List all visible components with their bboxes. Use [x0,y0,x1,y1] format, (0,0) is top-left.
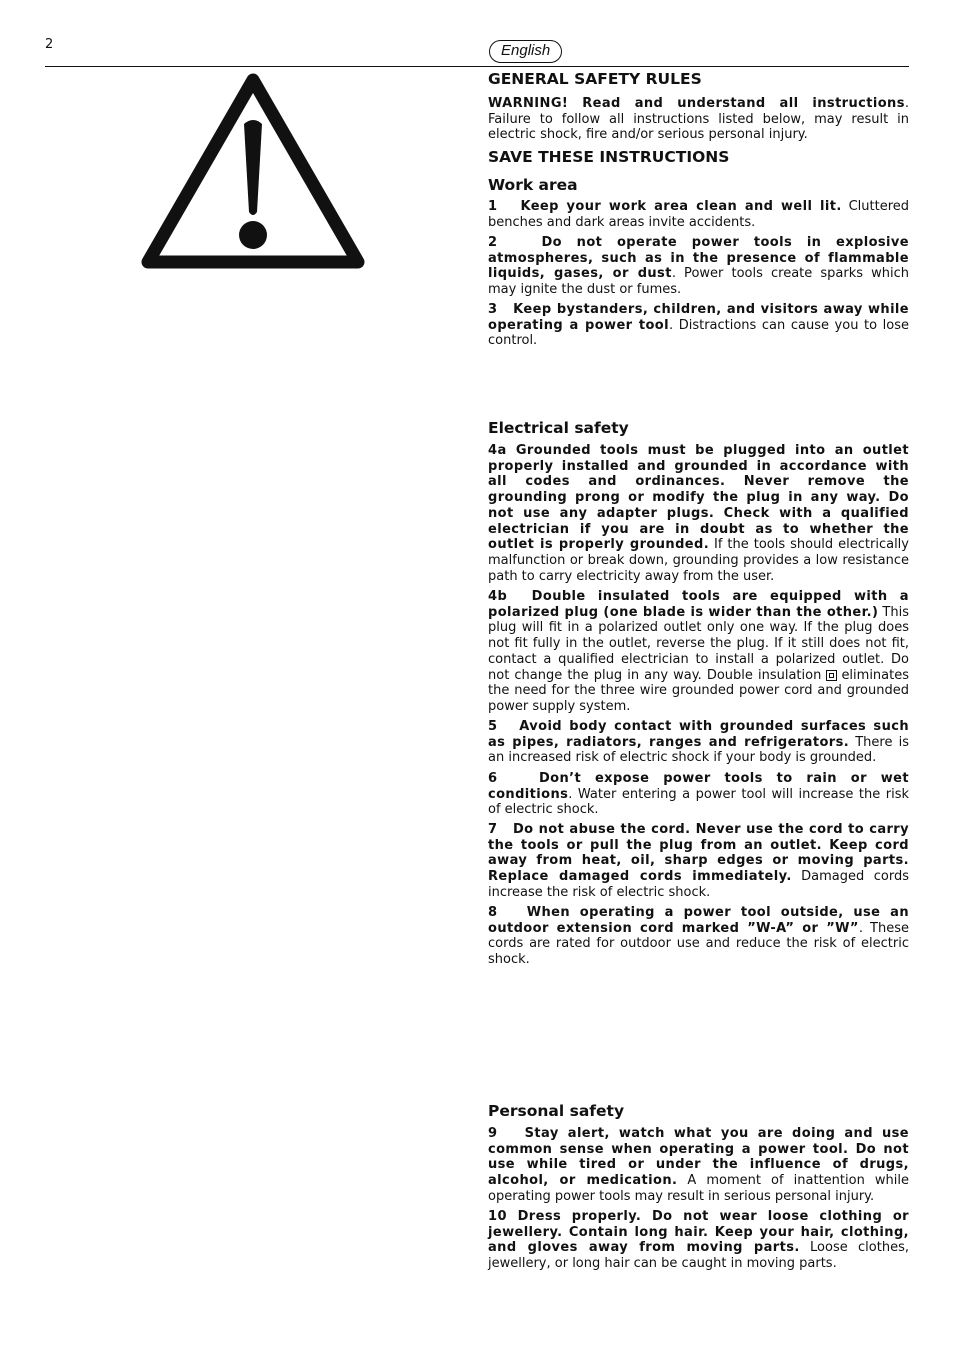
work-area-heading: Work area [488,176,578,194]
electrical-item-4b: 4b Double insulated tools are equipped with a polarized plug (one blade is wider than the other.) This plug will fit in a polarized outlet only one way. If the plug does not fit fully in the outlet, reverse the plug. If it still does not fit, contact a qualified electrician to install a polarized outlet. Do not change the plug in any way. Double insulation eliminates the need for the three wire grounded power cord and grounded power supply system. [488,589,910,714]
warning-text: . Failure to follow all instructions listed below, may result in electric shock, fire and/or serious personal injury. [488,96,909,143]
page-number: 2 [45,37,54,52]
warning-triangle-icon [140,72,366,280]
electrical-item-6: 6 Don’t expose power tools to rain or wet conditions. Water entering a power tool will increase the risk of electric shock. [488,771,909,818]
personal-safety-heading: Personal safety [488,1102,625,1120]
work-area-item-1: 1 Keep your work area clean and well lit. Cluttered benches and dark areas invite accidents. [488,199,910,230]
language-badge: English [489,40,562,63]
electrical-safety-heading: Electrical safety [488,419,629,437]
personal-item-9: 9 Stay alert, watch what you are doing and use common sense when operating a power tool. Do not use while tired or under the influence of drugs, alcohol, or medication. A moment of inattention while operating power tools may result in serious personal injury. [488,1126,909,1204]
warning-paragraph [488,96,909,143]
general-safety-title-block [488,69,909,89]
electrical-item-8: 8 When operating a power tool outside, use an outdoor extension cord marked ”W-A” or ”W”. These cords are rated for outdoor use and reduce the risk of electric shock. [488,905,909,968]
personal-item-10: 10 Dress properly. Do not wear loose clothing or jewellery. Contain long hair. Keep your hair, clothing, and gloves away from moving parts. Loose clothes, jewellery, or long hair can be caught in moving parts. [488,1209,909,1272]
section-title: GENERAL SAFETY RULES [488,70,702,88]
electrical-item-5: 5 Avoid body contact with grounded surfaces such as pipes, radiators, ranges and refrigerators. There is an increased risk of electric shock if your body is grounded. [488,719,909,766]
electrical-item-7: 7 Do not abuse the cord. Never use the cord to carry the tools or pull the plug from an outlet. Keep cord away from heat, oil, sharp edges or moving parts. Replace damaged cords immediately. Damaged cords increase the risk of electric shock. [488,822,909,900]
double-insulation-icon [826,670,837,681]
electrical-item-4a: 4a Grounded tools must be plugged into an outlet properly installed and grounded in accordance with all codes and ordinances. Never remove the grounding prong or modify the plug in any way. Do not use any adapter plugs. Check with a qualified electrician if you are in doubt as to whether the outlet is properly grounded. If the tools should electrically malfunction or break down, grounding provides a low resistance path to carry electricity away from the user. [488,443,909,584]
header-rule [45,66,909,67]
work-area-item-3: 3 Keep bystanders, children, and visitors away while operating a power tool. Distractions can cause you to lose control. [488,302,909,349]
warning-bold: WARNING! Read and understand all instructions [488,96,905,111]
save-instructions-heading: SAVE THESE INSTRUCTIONS [488,148,730,166]
work-area-item-2: 2 Do not operate power tools in explosive atmospheres, such as in the presence of flammable liquids, gases, or dust. Power tools create sparks which may ignite the dust or fumes. [488,235,909,298]
